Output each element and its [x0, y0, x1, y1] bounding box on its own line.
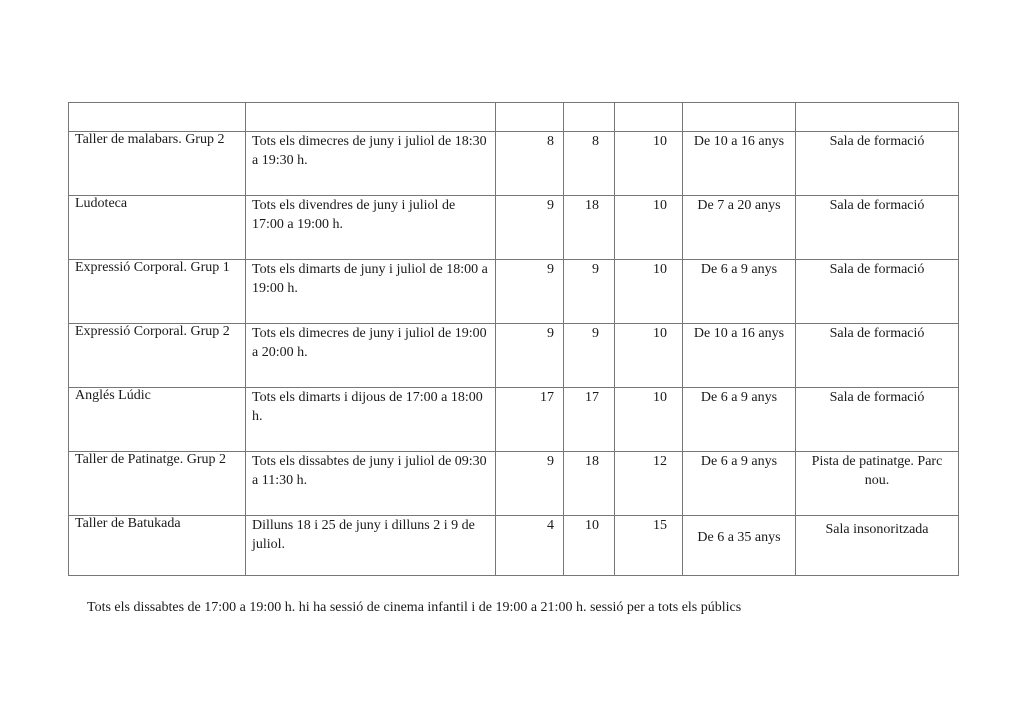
count-cell-3: 10 — [615, 388, 683, 452]
schedule-cell: Tots els dimarts de juny i juliol de 18:00 a 19:00 h. — [246, 260, 496, 324]
header-cell — [615, 103, 683, 132]
header-cell — [564, 103, 615, 132]
table-row — [69, 516, 959, 576]
count-cell-1: 9 — [496, 260, 564, 324]
header-cell — [496, 103, 564, 132]
activity-cell: Expressió Corporal. Grup 2 — [69, 324, 246, 388]
activity-cell: Expressió Corporal. Grup 1 — [69, 260, 246, 324]
age-range-cell: De 6 a 9 anys — [683, 260, 796, 324]
room-cell: Sala de formació — [796, 260, 959, 324]
count-cell-2: 8 — [564, 132, 615, 196]
activity-cell: Taller de Batukada — [69, 516, 246, 576]
count-cell-3: 10 — [615, 260, 683, 324]
count-cell-1: 8 — [496, 132, 564, 196]
schedule-cell: Tots els dimarts i dijous de 17:00 a 18:00 h. — [246, 388, 496, 452]
header-cell — [796, 103, 959, 132]
count-cell-2: 9 — [564, 324, 615, 388]
count-cell-2: 10 — [564, 516, 615, 576]
table-header-row — [69, 103, 959, 132]
age-range-cell: De 7 a 20 anys — [683, 196, 796, 260]
activity-cell: Taller de Patinatge. Grup 2 — [69, 452, 246, 516]
age-range-cell: De 10 a 16 anys — [683, 324, 796, 388]
count-cell-3: 10 — [615, 132, 683, 196]
count-cell-3: 12 — [615, 452, 683, 516]
count-cell-2: 17 — [564, 388, 615, 452]
activity-cell: Taller de malabars. Grup 2 — [69, 132, 246, 196]
count-cell-2: 18 — [564, 196, 615, 260]
count-cell-1: 9 — [496, 196, 564, 260]
activity-cell: Anglés Lúdic — [69, 388, 246, 452]
room-cell: Sala de formació — [796, 132, 959, 196]
count-cell-3: 10 — [615, 324, 683, 388]
activities-table — [68, 102, 959, 576]
count-cell-2: 9 — [564, 260, 615, 324]
count-cell-2: 18 — [564, 452, 615, 516]
room-cell: Pista de patinatge. Parc nou. — [796, 452, 959, 516]
header-cell — [246, 103, 496, 132]
table-row — [69, 196, 959, 260]
activity-cell: Ludoteca — [69, 196, 246, 260]
table-row — [69, 324, 959, 388]
age-range-cell: De 6 a 9 anys — [683, 388, 796, 452]
count-cell-1: 4 — [496, 516, 564, 576]
schedule-cell: Tots els dimecres de juny i juliol de 18:30 a 19:30 h. — [246, 132, 496, 196]
room-cell: Sala de formació — [796, 324, 959, 388]
room-cell: Sala de formació — [796, 196, 959, 260]
age-range-cell: De 10 a 16 anys — [683, 132, 796, 196]
age-range-cell: De 6 a 35 anys — [683, 516, 796, 576]
count-cell-1: 9 — [496, 452, 564, 516]
room-cell: Sala insonoritzada — [796, 516, 959, 576]
count-cell-3: 15 — [615, 516, 683, 576]
schedule-cell: Dilluns 18 i 25 de juny i dilluns 2 i 9 de juliol. — [246, 516, 496, 576]
count-cell-3: 10 — [615, 196, 683, 260]
room-cell: Sala de formació — [796, 388, 959, 452]
header-cell — [69, 103, 246, 132]
table-row — [69, 260, 959, 324]
age-range-cell: De 6 a 9 anys — [683, 452, 796, 516]
table-row — [69, 388, 959, 452]
schedule-cell: Tots els dimecres de juny i juliol de 19:00 a 20:00 h. — [246, 324, 496, 388]
count-cell-1: 9 — [496, 324, 564, 388]
schedule-cell: Tots els divendres de juny i juliol de 17:00 a 19:00 h. — [246, 196, 496, 260]
count-cell-1: 17 — [496, 388, 564, 452]
table-row — [69, 452, 959, 516]
schedule-cell: Tots els dissabtes de juny i juliol de 09:30 a 11:30 h. — [246, 452, 496, 516]
footnote: Tots els dissabtes de 17:00 a 19:00 h. hi ha sessió de cinema infantil i de 19:00 a 21:00 h. sessió per a tots els públics — [87, 600, 742, 615]
header-cell — [683, 103, 796, 132]
table-row — [69, 132, 959, 196]
